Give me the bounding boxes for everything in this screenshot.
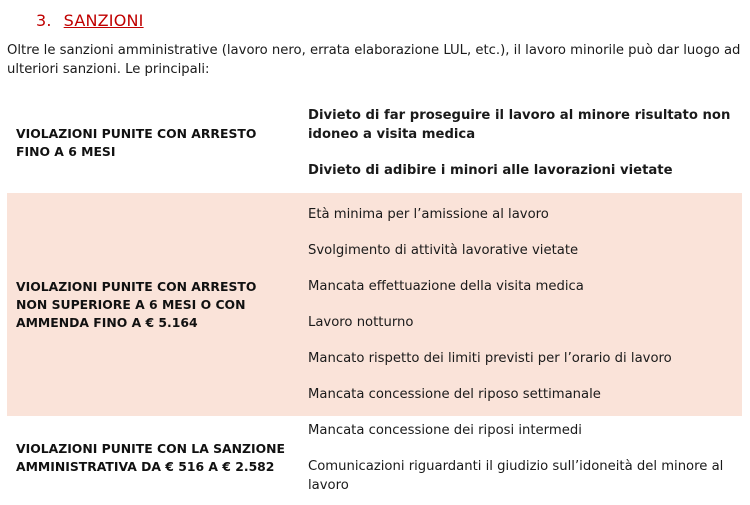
violation-category: VIOLAZIONI PUNITE CON LA SANZIONE AMMINISTRATIVA DA € 516 A € 2.582 (16, 441, 285, 474)
violation-item: Mancata concessione dei riposi intermedi (308, 423, 582, 438)
violation-item: Lavoro notturno (308, 315, 414, 330)
table-row (7, 193, 742, 416)
section-heading (36, 11, 144, 30)
violation-category: VIOLAZIONI PUNITE CON ARRESTO FINO A 6 MESI (16, 126, 257, 159)
violation-items (301, 193, 742, 416)
violation-item: Mancata effettuazione della visita medica (308, 279, 584, 294)
sanctions-table (7, 93, 742, 500)
violation-item: Comunicazioni riguardanti il giudizio sull’idoneità del minore al lavoro (308, 459, 724, 493)
violation-item: Mancato rispetto dei limiti previsti per l’orario di lavoro (308, 351, 672, 366)
violation-item: Divieto di adibire i minori alle lavorazioni vietate (308, 163, 673, 178)
violation-category: VIOLAZIONI PUNITE CON ARRESTO NON SUPERIORE A 6 MESI O CON AMMENDA FINO A € 5.164 (7, 193, 301, 416)
violation-item: Mancata concessione del riposo settimanale (308, 387, 601, 402)
violation-items (301, 93, 742, 193)
table-row (7, 416, 742, 500)
violation-item: Divieto di far proseguire il lavoro al minore risultato non idoneo a visita medica (308, 108, 731, 142)
intro-paragraph: Oltre le sanzioni amministrative (lavoro nero, errata elaborazione LUL, etc.), il lavoro minorile può dar luogo ad ulteriori sanzioni. Le principali: (7, 43, 741, 77)
section-title: SANZIONI (63, 11, 144, 30)
violation-item: Età minima per l’amissione al lavoro (308, 207, 549, 222)
violation-items (301, 416, 742, 500)
violation-item: Svolgimento di attività lavorative vietate (308, 243, 579, 258)
section-number: 3. (36, 11, 52, 30)
table-row (7, 93, 742, 193)
